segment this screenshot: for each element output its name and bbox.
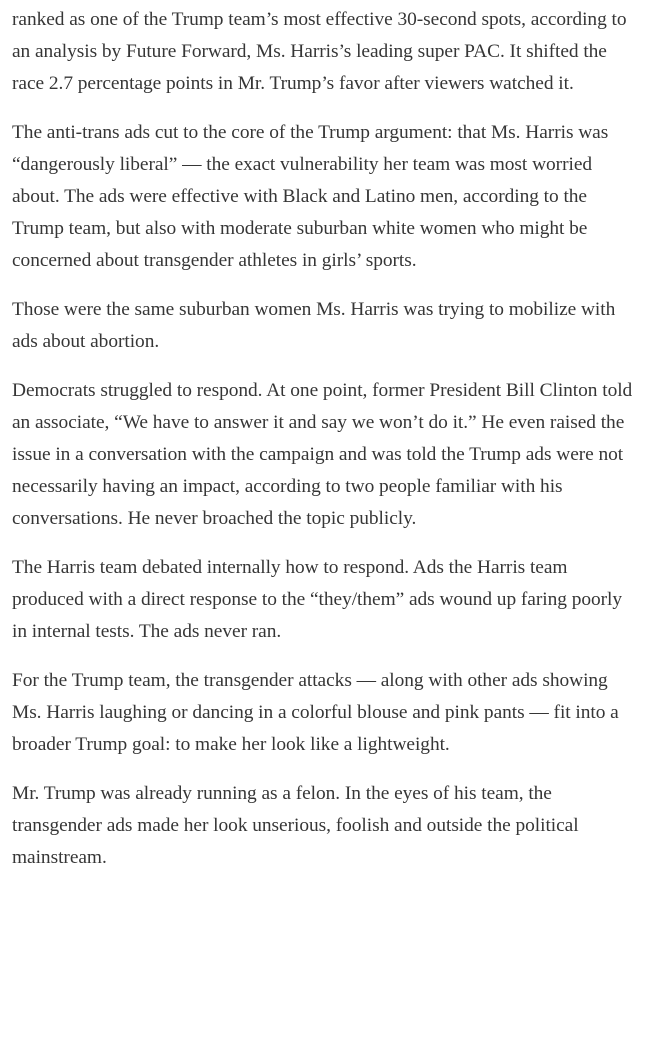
article-body (0, 4, 650, 874)
article-paragraph: Democrats struggled to respond. At one point, former President Bill Clinton told an associate, “We have to answer it and say we won’t do it.” He even raised the issue in a conversation with the campaign and was told the Trump ads were not necessarily having an impact, according to two people familiar with his conversations. He never broached the topic publicly. (12, 380, 633, 529)
article-paragraph: The Harris team debated internally how to respond. Ads the Harris team produced with a direct response to the “they/them” ads wound up faring poorly in internal tests. The ads never ran. (12, 557, 623, 642)
article-paragraph: The anti-trans ads cut to the core of the Trump argument: that Ms. Harris was “dangerously liberal” — the exact vulnerability her team was most worried about. The ads were effective with Black and Latino men, according to the Trump team, but also with moderate suburban white women who might be concerned about transgender athletes in girls’ sports. (12, 122, 609, 271)
article-paragraph: Mr. Trump was already running as a felon. In the eyes of his team, the transgender ads made her look unserious, foolish and outside the political mainstream. (12, 783, 579, 868)
article-paragraph: For the Trump team, the transgender attacks — along with other ads showing Ms. Harris laughing or dancing in a colorful blouse and pink pants — fit into a broader Trump goal: to make her look like a lightweight. (12, 670, 619, 755)
article-paragraph: ranked as one of the Trump team’s most effective 30-second spots, according to an analysis by Future Forward, Ms. Harris’s leading super PAC. It shifted the race 2.7 percentage points in Mr. Trump’s favor after viewers watched it. (12, 9, 627, 94)
article-paragraph: Those were the same suburban women Ms. Harris was trying to mobilize with ads about abortion. (12, 299, 616, 352)
